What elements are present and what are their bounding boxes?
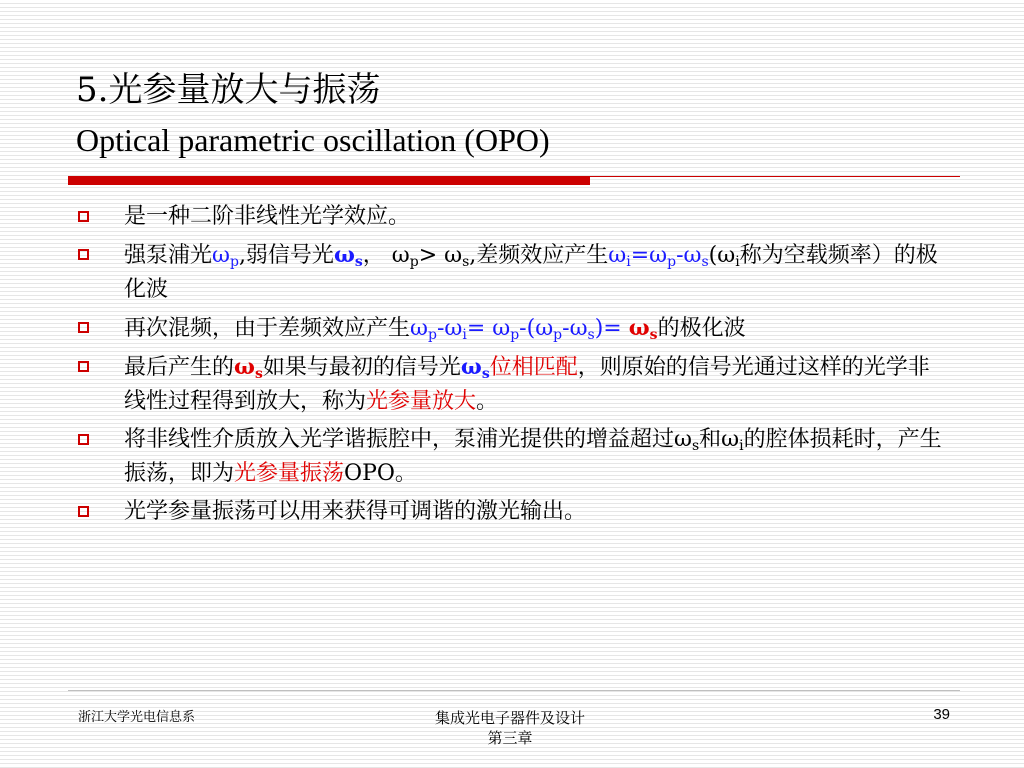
omega-symbol: ω <box>410 316 428 341</box>
formula-operator: - <box>562 316 570 341</box>
bullet-text: 。 <box>394 461 417 486</box>
subscript: p <box>510 327 520 343</box>
subscript: s <box>649 327 658 343</box>
omega-symbol: ω <box>212 243 230 268</box>
title-divider-thick <box>68 176 590 185</box>
footer-course <box>400 708 620 748</box>
bullet-item <box>76 311 946 346</box>
bullet-text: > <box>418 243 445 268</box>
subscript: p <box>667 254 677 270</box>
subscript: s <box>254 366 263 382</box>
bullet-item <box>76 495 946 529</box>
omega-symbol: ω <box>444 316 463 341</box>
subscript: i <box>626 254 631 270</box>
bullet-text: 强泵浦光 <box>124 243 213 268</box>
bullet-text: ，则原始的信号光通过这样的光学非线性过程得到放大，称为 <box>124 355 930 414</box>
bullet-text: 。 <box>476 389 499 414</box>
bullet-text: 最后产生的 <box>124 355 235 380</box>
highlight-text: 光参量放大 <box>366 389 477 414</box>
page-number: 39 <box>933 706 950 723</box>
subscript: i <box>735 254 740 270</box>
bullet-item <box>76 423 946 491</box>
bullet-item <box>76 350 946 419</box>
subscript: p <box>409 254 419 270</box>
formula-operator: )= <box>594 316 629 341</box>
omega-symbol: ω <box>492 316 511 341</box>
bullet-text: 如果与最初的信号光 <box>262 355 461 380</box>
square-bullet-icon <box>78 434 89 445</box>
footer-divider <box>68 690 960 691</box>
bullet-item <box>76 200 946 234</box>
subscript: s <box>481 366 490 382</box>
slide-title: 5.光参量放大与振荡 <box>76 70 381 110</box>
bullet-item <box>76 238 946 307</box>
omega-symbol: ω <box>721 427 740 452</box>
formula-operator: = <box>630 243 650 268</box>
bullet-text: 再次混频，由于差频效应产生 <box>124 316 411 341</box>
omega-symbol: ω <box>569 316 588 341</box>
subscript: s <box>462 254 470 270</box>
omega-symbol: ω <box>234 354 255 380</box>
bullet-text: 的极化波 <box>657 316 746 341</box>
slide-subtitle: Optical parametric oscillation (OPO) <box>76 122 550 158</box>
formula-operator: -( <box>519 316 536 341</box>
omega-symbol: ω <box>391 243 410 268</box>
square-bullet-icon <box>78 249 89 260</box>
subscript: i <box>462 327 467 343</box>
omega-symbol: ω <box>717 243 736 268</box>
omega-symbol: ω <box>608 243 627 268</box>
bullet-text: 的腔体损耗时，产生振荡，即为 <box>124 427 942 486</box>
bullet-text: ， <box>362 243 392 268</box>
omega-symbol: ω <box>674 427 692 452</box>
bullet-text: 将非线性介质放入光学谐振腔中，泵浦光提供的增益超过 <box>124 427 675 452</box>
bullet-list <box>76 200 946 533</box>
subscript: s <box>587 327 595 343</box>
bullet-text: ,弱信号光 <box>238 243 334 268</box>
omega-symbol: ω <box>535 316 554 341</box>
omega-symbol: ω <box>649 243 668 268</box>
footer-department: 浙江大学光电信息系 <box>78 710 196 725</box>
omega-symbol: ω <box>628 315 650 341</box>
square-bullet-icon <box>78 211 89 222</box>
omega-symbol: ω <box>333 242 355 268</box>
bullet-text: ,差频效应产生 <box>469 243 609 268</box>
highlight-text: 位相匹配 <box>489 355 578 380</box>
bullet-text: 光学参量振荡可以用来获得可调谐的激光输出。 <box>124 499 587 524</box>
omega-symbol: ω <box>460 354 482 380</box>
formula-operator: - <box>436 316 445 341</box>
omega-symbol: ω <box>444 243 463 268</box>
bullet-text: OPO <box>344 461 395 486</box>
square-bullet-icon <box>78 361 89 372</box>
subscript: p <box>427 327 437 343</box>
square-bullet-icon <box>78 322 89 333</box>
bullet-text: ( <box>708 243 718 268</box>
subscript: i <box>739 438 744 454</box>
subscript: p <box>553 327 563 343</box>
subscript: s <box>691 438 700 454</box>
subscript: s <box>354 254 363 270</box>
highlight-text: 光参量振荡 <box>234 461 345 486</box>
title-divider-thin <box>590 176 960 177</box>
subscript: p <box>229 254 239 270</box>
formula-operator: = <box>466 316 493 341</box>
bullet-text: 和 <box>699 427 722 452</box>
square-bullet-icon <box>78 506 89 517</box>
subscript: s <box>701 254 709 270</box>
omega-symbol: ω <box>683 243 702 268</box>
bullet-text: 是一种二阶非线性光学效应。 <box>124 204 411 229</box>
footer-course-title: 集成光电子器件及设计 <box>434 709 585 727</box>
formula-operator: - <box>676 243 684 268</box>
bullet-text: 称为空载频率）的极化波 <box>124 243 938 302</box>
footer-chapter: 第三章 <box>487 729 533 747</box>
